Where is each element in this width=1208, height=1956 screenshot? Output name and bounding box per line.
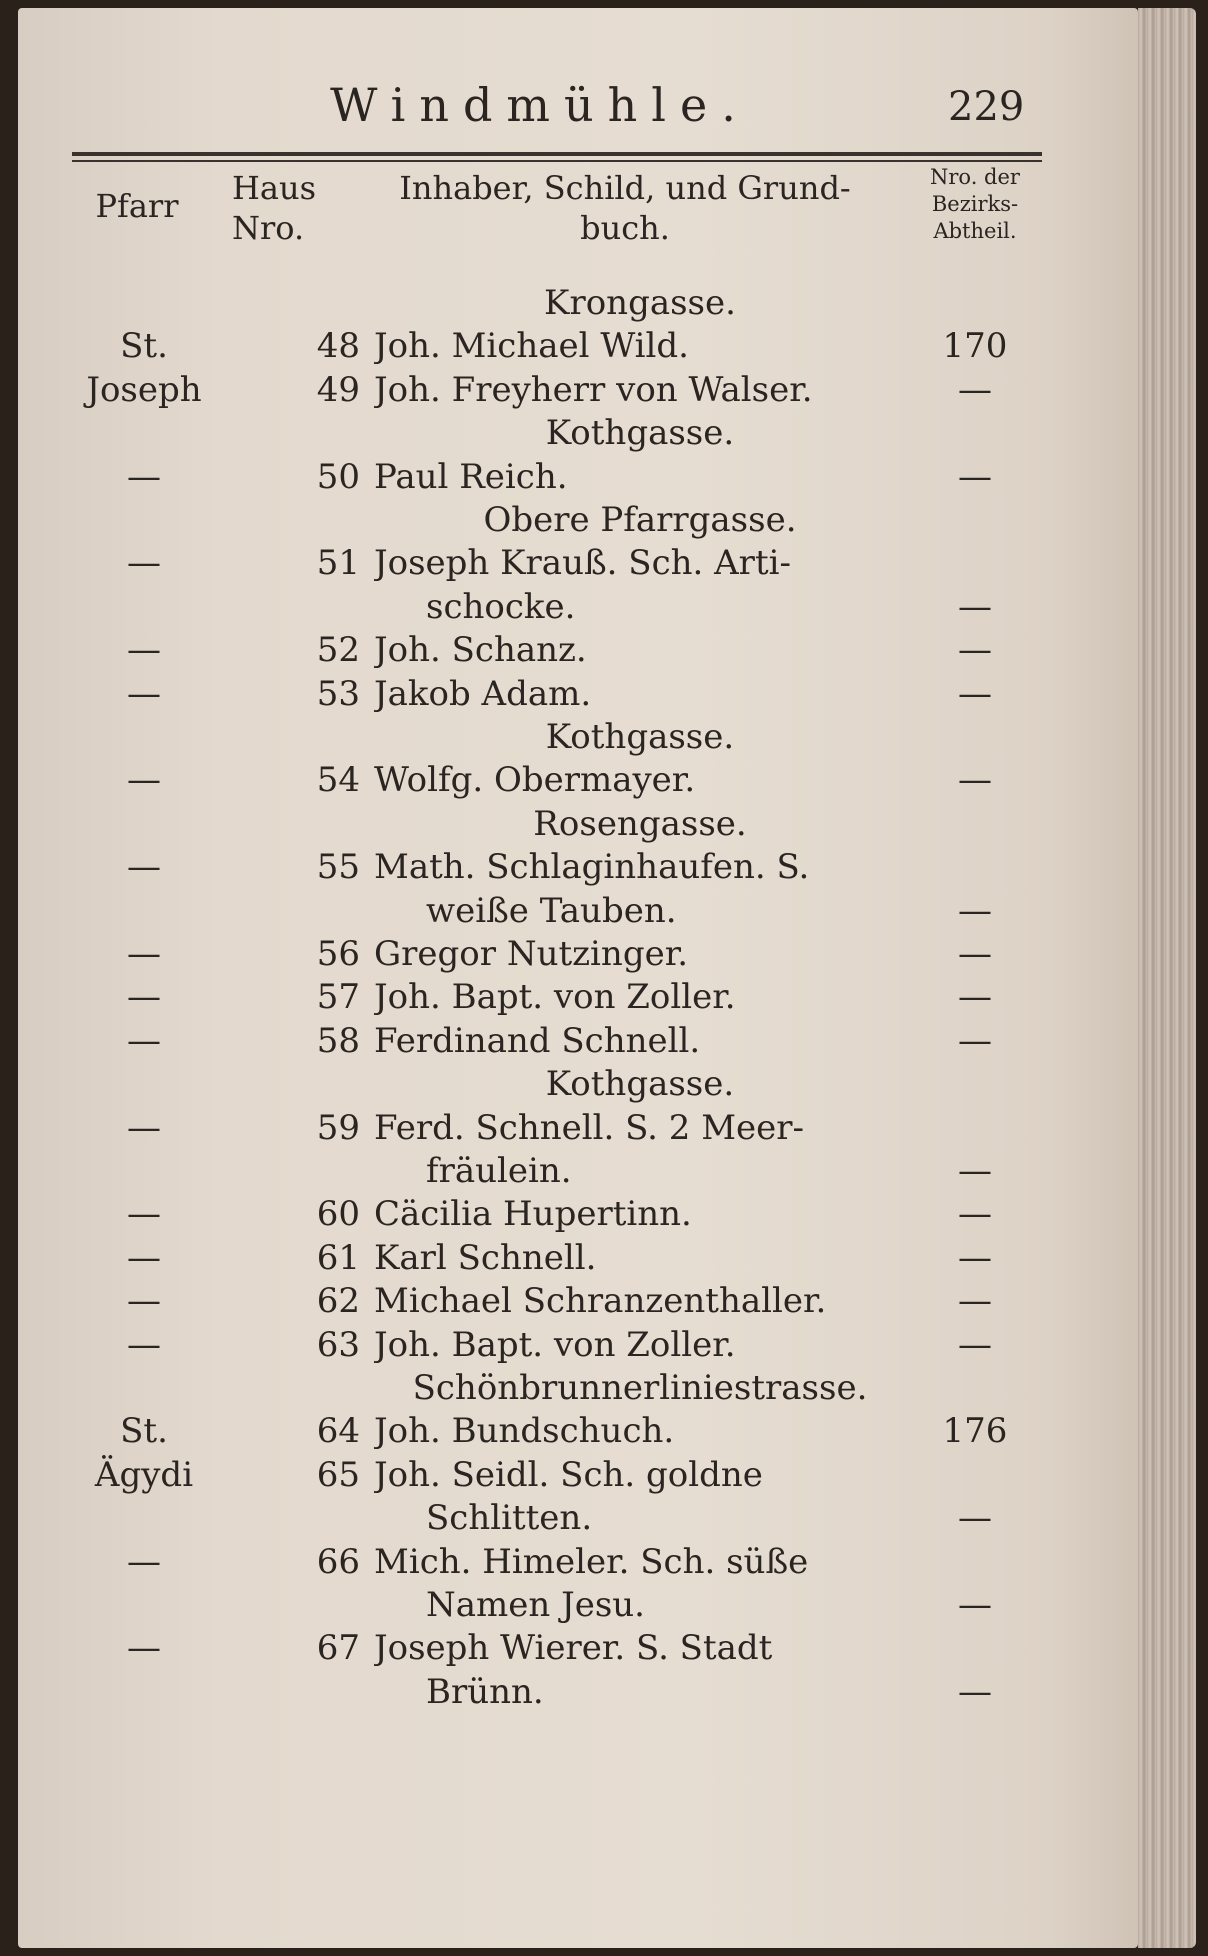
house-number: 52 — [316, 630, 360, 670]
district-number — [900, 1452, 1050, 1498]
pfarr-cell: — — [127, 977, 161, 1017]
column-header-inhaber-line1: Inhaber, Schild, und Grund- — [399, 169, 851, 207]
owner-name: Joh. Freyherr von Walser. — [374, 370, 813, 410]
pfarr-cell: St. — [120, 1411, 168, 1451]
owner-name: Joh. Seidl. Sch. goldne — [374, 1455, 763, 1495]
owner-name: Ferdinand Schnell. — [374, 1021, 701, 1061]
pfarr-cell: — — [127, 1194, 161, 1234]
district-number: — — [958, 1238, 992, 1278]
owner-name: Joh. Bundschuch. — [374, 1411, 675, 1451]
pfarr-cell: St. — [120, 326, 168, 366]
pfarr-cell: — — [127, 457, 161, 497]
owner-name-continuation: fräulein. — [426, 1151, 572, 1191]
district-number: 176 — [942, 1411, 1008, 1451]
pfarr-cell: — — [127, 1021, 161, 1061]
house-number: 66 — [316, 1542, 360, 1582]
pfarr-cell: — — [127, 1542, 161, 1582]
owner-name: Joseph Wierer. S. Stadt — [374, 1628, 773, 1668]
column-header-inhaber-line2: buch. — [580, 209, 670, 247]
pfarr-cell: — — [127, 543, 161, 583]
pfarr-cell: — — [127, 674, 161, 714]
house-number: 54 — [316, 760, 360, 800]
house-number: 59 — [316, 1108, 360, 1148]
house-number: 62 — [316, 1281, 360, 1321]
house-number: 51 — [316, 543, 360, 583]
owner-name: Joh. Bapt. von Zoller. — [374, 1325, 736, 1365]
house-number: 53 — [316, 674, 360, 714]
district-number: — — [958, 760, 992, 800]
pfarr-cell: — — [127, 1325, 161, 1365]
street-heading: Kothgasse. — [545, 1064, 735, 1104]
district-number: — — [958, 1021, 992, 1061]
owner-name: Gregor Nutzinger. — [374, 934, 689, 974]
pfarr-cell: — — [127, 1238, 161, 1278]
street-heading: Obere Pfarrgasse. — [483, 500, 797, 540]
owner-name: Michael Schranzenthaller. — [374, 1281, 827, 1321]
district-number: — — [958, 1194, 992, 1234]
district-number — [900, 844, 1050, 890]
district-number: — — [958, 1672, 992, 1712]
column-header-nro-line2: Bezirks- — [931, 192, 1019, 216]
district-number — [900, 1105, 1050, 1151]
pfarr-cell: — — [127, 847, 161, 887]
owner-name-continuation: Namen Jesu. — [426, 1585, 645, 1625]
owner-name: Wolfg. Obermayer. — [374, 760, 696, 800]
district-number: 170 — [942, 326, 1008, 366]
street-heading: Kothgasse. — [545, 717, 735, 757]
district-number: — — [958, 587, 992, 627]
district-number: — — [958, 674, 992, 714]
column-header-haus-line1: Haus — [232, 169, 317, 207]
pfarr-cell: Ägydi — [94, 1455, 194, 1495]
owner-name: Paul Reich. — [374, 457, 568, 497]
pfarr-cell: — — [127, 1628, 161, 1668]
pfarr-cell: Joseph — [86, 370, 202, 410]
district-number: — — [958, 1585, 992, 1625]
owner-name: Joh. Bapt. von Zoller. — [374, 977, 736, 1017]
house-number: 49 — [316, 370, 360, 410]
owner-name: Joseph Krauß. Sch. Arti- — [374, 543, 791, 583]
house-number: 55 — [316, 847, 360, 887]
house-number: 63 — [316, 1325, 360, 1365]
house-number: 48 — [316, 326, 360, 366]
street-heading: Schönbrunnerliniestrasse. — [412, 1368, 868, 1408]
pfarr-cell: — — [127, 1108, 161, 1148]
street-heading: Rosengasse. — [533, 804, 747, 844]
district-number: — — [958, 1281, 992, 1321]
owner-name: Math. Schlaginhaufen. S. — [374, 847, 810, 887]
pfarr-cell: — — [127, 1281, 161, 1321]
district-number: — — [958, 891, 992, 931]
house-number: 61 — [316, 1238, 360, 1278]
house-number: 64 — [316, 1411, 360, 1451]
district-number — [900, 540, 1050, 586]
page-number: 229 — [948, 84, 1025, 130]
district-number: — — [958, 630, 992, 670]
owner-name-continuation: schocke. — [426, 587, 576, 627]
pfarr-cell: — — [127, 934, 161, 974]
district-number: — — [958, 457, 992, 497]
owner-name-continuation: Schlitten. — [426, 1498, 593, 1538]
column-header-nro-line3: Abtheil. — [933, 219, 1017, 243]
owner-name-continuation: weiße Tauben. — [426, 891, 677, 931]
owner-name-continuation: Brünn. — [426, 1672, 544, 1712]
owner-name: Jakob Adam. — [374, 674, 592, 714]
owner-name: Karl Schnell. — [374, 1238, 597, 1278]
district-number — [900, 1625, 1050, 1671]
street-heading: Kothgasse. — [545, 413, 735, 453]
owner-name: Joh. Schanz. — [374, 630, 587, 670]
house-number: 58 — [316, 1021, 360, 1061]
column-header-nro-line1: Nro. der — [930, 165, 1020, 189]
house-number: 56 — [316, 934, 360, 974]
owner-name: Mich. Himeler. Sch. süße — [374, 1542, 809, 1582]
owner-name: Ferd. Schnell. S. 2 Meer- — [374, 1108, 805, 1148]
house-number: 60 — [316, 1194, 360, 1234]
owner-name: Cäcilia Hupertinn. — [374, 1194, 692, 1234]
running-head-title: Windmühle. — [330, 78, 750, 132]
pfarr-cell: — — [127, 760, 161, 800]
column-header-haus-line2: Nro. — [232, 209, 305, 247]
district-number — [900, 1539, 1050, 1585]
district-number: — — [958, 1498, 992, 1538]
district-number: — — [958, 1151, 992, 1191]
house-number: 57 — [316, 977, 360, 1017]
owner-name: Joh. Michael Wild. — [374, 326, 689, 366]
house-number: 65 — [316, 1455, 360, 1495]
column-header-pfarr: Pfarr — [95, 187, 179, 225]
district-number: — — [958, 977, 992, 1017]
district-number: — — [958, 370, 992, 410]
house-number: 50 — [316, 457, 360, 497]
district-number: — — [958, 1325, 992, 1365]
district-number: — — [958, 934, 992, 974]
house-number: 67 — [316, 1628, 360, 1668]
pfarr-cell: — — [127, 630, 161, 670]
street-heading: Krongasse. — [544, 283, 736, 323]
